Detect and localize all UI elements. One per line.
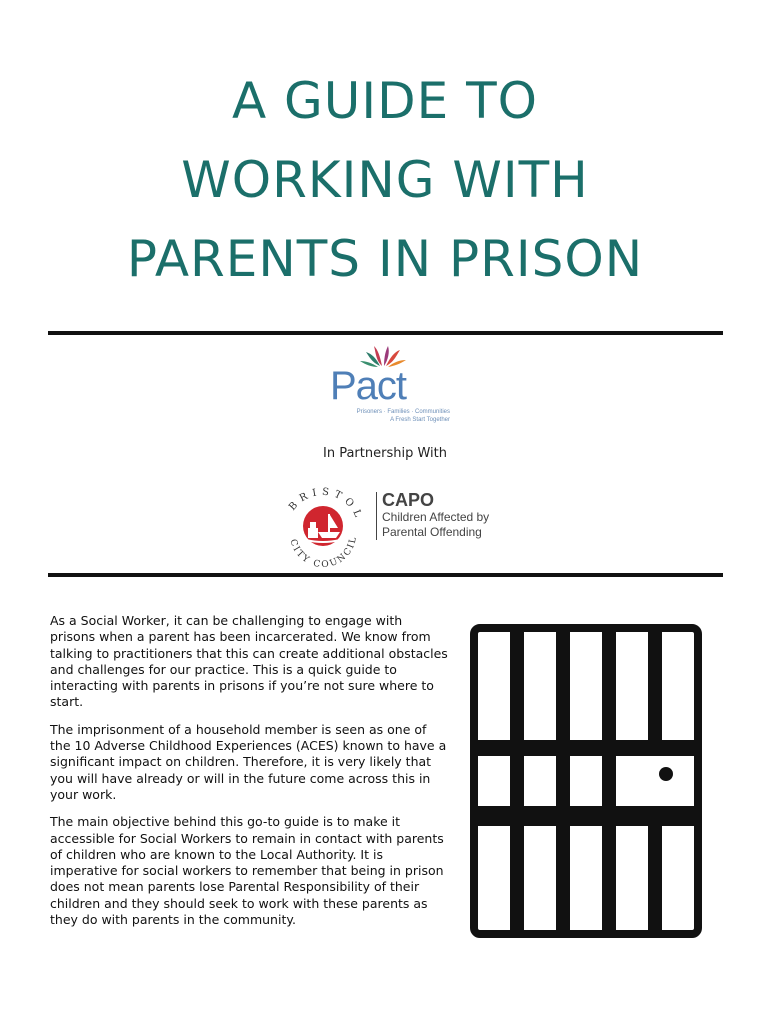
bottom-divider (48, 573, 723, 577)
pact-tagline-1: Prisoners · Families · Communities (356, 409, 450, 415)
title-line-3: PARENTS IN PRISON (126, 230, 644, 288)
partnership-label: In Partnership With (323, 446, 447, 461)
paragraph-1: As a Social Worker, it can be challenging to engage with prisons when a parent has been incarcerated. We know from talking to practitioners that this can create additional obstacles and challenges for our practice. This is a quick guide to interacting with parents in prisons if you’re not sure where to start. (50, 613, 448, 710)
prison-cell-door-icon (470, 624, 702, 938)
paragraph-3: The main objective behind this go-to guide is to make it accessible for Social Workers to remain in contact with parents of children who are known to the Local Authority. It is imperative for social workers to remember that being in prison does not mean parents lose Parental Responsibility of their children and they should seek to work with these parents as they do with parents in the community. (50, 814, 444, 928)
top-divider (48, 331, 723, 335)
capo-line-2: Parental Offending (382, 525, 482, 539)
capo-line-1: Children Affected by (382, 510, 490, 524)
capo-title: CAPO (382, 490, 435, 510)
title-line-2: WORKING WITH (181, 151, 589, 209)
capo-logo (382, 490, 489, 540)
seal-top-text: BRISTOL (287, 486, 365, 524)
bristol-ship-icon (303, 506, 343, 546)
seal-bottom-text: CITY COUNCIL (287, 534, 360, 567)
intro-text (50, 613, 450, 939)
pact-wordmark: Pact (330, 364, 407, 408)
pact-logo (328, 346, 448, 436)
pact-tagline (330, 408, 450, 424)
title-line-1: A GUIDE TO (231, 72, 539, 130)
pact-tagline-2: A Fresh Start Together (390, 417, 450, 423)
document-title (0, 62, 770, 299)
bristol-city-council-seal (278, 482, 368, 567)
capo-divider (376, 492, 377, 540)
paragraph-2: The imprisonment of a household member is seen as one of the 10 Adverse Childhood Experiences (ACES) known to have a significant impact on children. Therefore, it is very likely that you will have already or will in the future come across this in your work. (50, 721, 447, 802)
